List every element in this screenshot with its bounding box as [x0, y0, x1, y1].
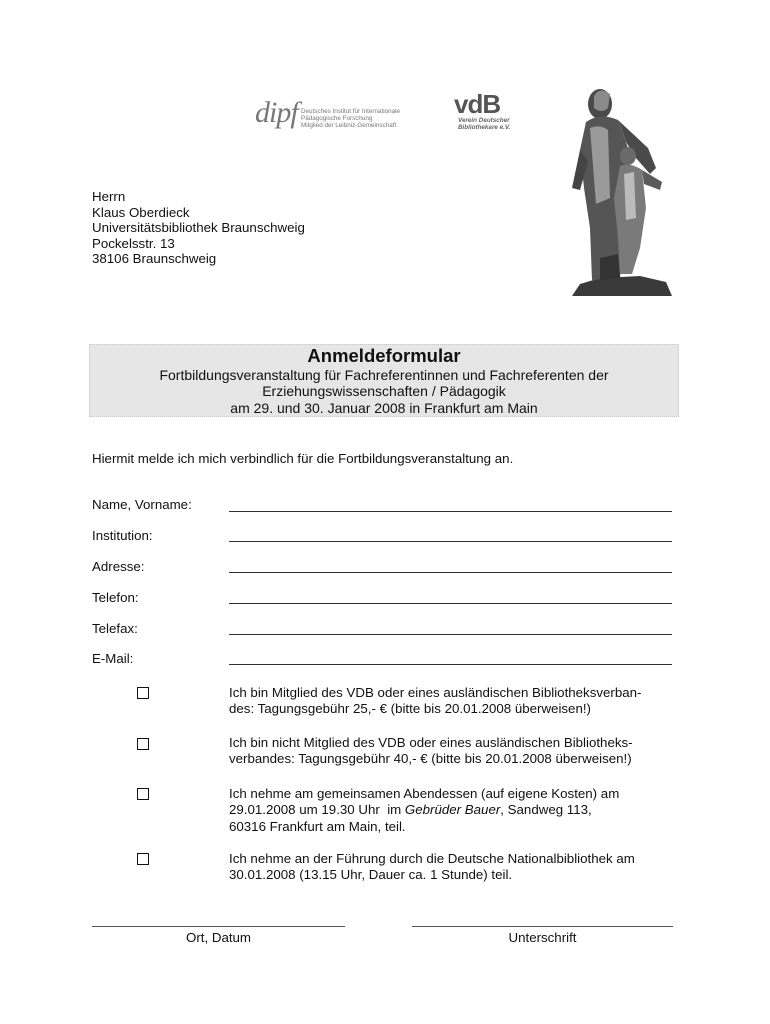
- address-institution: Universitätsbibliothek Braunschweig: [92, 220, 305, 236]
- dipf-logo: [255, 96, 425, 136]
- member-option-text: Ich bin Mitglied des VDB oder eines ausländischen Bibliotheksverban- des: Tagungsgebühr 25,- € (bitte bis 20.01.2008 überweisen!): [229, 685, 642, 717]
- member-checkbox[interactable]: [137, 687, 149, 699]
- dinner-option-text: Ich nehme am gemeinsamen Abendessen (auf eigene Kosten) am 29.01.2008 um 19.30 Uhr im Gebrüder Bauer, Sandweg 113, 60316 Frankfurt am Main, teil.: [229, 786, 620, 834]
- form-title-box: [89, 344, 679, 417]
- intro-text: Hiermit melde ich mich verbindlich für die Fortbildungsveranstaltung an.: [92, 451, 514, 466]
- dipf-logo-text: Deutsches Institut für Internationale Pädagogische Forschung Mitglied der Leibniz-Gemeinschaft: [301, 108, 401, 129]
- institution-label: Institution:: [92, 528, 153, 543]
- place-date-label: Ort, Datum: [185, 930, 252, 945]
- phone-label: Telefon:: [92, 590, 139, 605]
- vdb-logo-mark: vdB: [454, 89, 501, 119]
- signature-line[interactable]: [412, 926, 673, 927]
- place-date-line[interactable]: [92, 926, 345, 927]
- form-subtitle-line3: am 29. und 30. Januar 2008 in Frankfurt am Main: [230, 399, 538, 416]
- dinner-checkbox[interactable]: [137, 788, 149, 800]
- address-label: Adresse:: [92, 559, 145, 574]
- address-field[interactable]: [229, 572, 672, 573]
- statue-photo: [570, 78, 674, 298]
- institution-field[interactable]: [229, 541, 672, 542]
- address-name: Klaus Oberdieck: [92, 204, 190, 220]
- email-label: E-Mail:: [92, 651, 134, 666]
- fax-label: Telefax:: [92, 621, 138, 636]
- form-subtitle-line1: Fortbildungsveranstaltung für Fachreferentinnen und Fachreferenten der: [159, 367, 609, 383]
- dinner-venue: Gebrüder Bauer: [404, 802, 501, 818]
- form-title: Anmeldeformular: [307, 345, 461, 366]
- name-field[interactable]: [229, 511, 672, 512]
- vdb-logo-text: Verein Deutscher Bibliothekare e.V.: [458, 117, 511, 131]
- nonmember-checkbox[interactable]: [137, 738, 149, 750]
- recipient-address: [92, 189, 305, 267]
- tour-option-text: Ich nehme an der Führung durch die Deutsche Nationalbibliothek am 30.01.2008 (13.15 Uhr, Dauer ca. 1 Stunde) teil.: [229, 851, 635, 883]
- form-subtitle-line2: Erziehungswissenschaften / Pädagogik: [262, 383, 506, 400]
- phone-field[interactable]: [229, 603, 672, 604]
- fax-field[interactable]: [229, 634, 672, 635]
- vdb-logo: [454, 91, 524, 137]
- address-salutation: Herrn: [92, 189, 126, 204]
- dipf-logo-mark: dipf: [255, 96, 298, 129]
- email-field[interactable]: [229, 664, 672, 665]
- name-label: Name, Vorname:: [92, 497, 192, 512]
- tour-checkbox[interactable]: [137, 853, 149, 865]
- signature-label: Unterschrift: [508, 930, 577, 945]
- nonmember-option-text: Ich bin nicht Mitglied des VDB oder eines ausländischen Bibliotheks- verbandes: Tagungsgebühr 40,- € (bitte bis 20.01.2008 überweisen!): [229, 735, 633, 767]
- address-street: Pockelsstr. 13: [92, 235, 175, 251]
- address-city: 38106 Braunschweig: [92, 251, 217, 267]
